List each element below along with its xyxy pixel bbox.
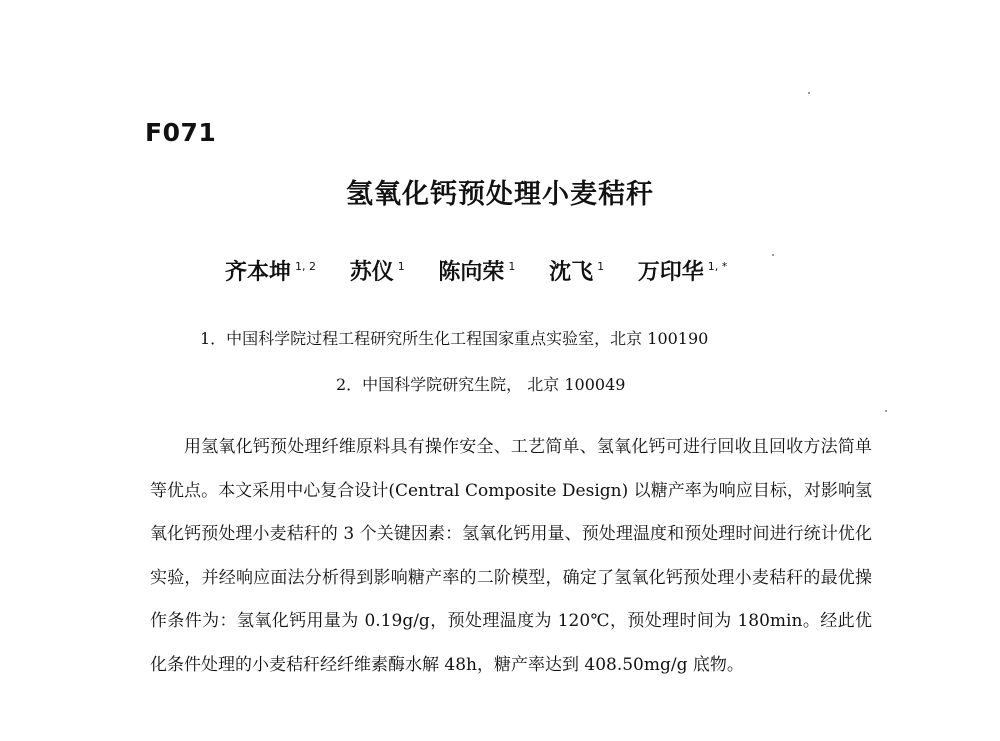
author [225, 255, 316, 286]
author-affiliation-mark: 1 [597, 260, 605, 273]
author-affiliation-mark: 1 [397, 260, 405, 273]
affiliation-2: 2．中国科学院研究生院， 北京 100049 [336, 375, 626, 394]
author-affiliation-mark: 1 [508, 260, 516, 273]
author-name: 沈飞 [549, 260, 594, 285]
author [350, 255, 405, 286]
scan-speck [885, 410, 887, 412]
author-name: 苏仪 [349, 260, 394, 285]
author-affiliation-mark: 1, 2 [295, 260, 317, 273]
paper-code: F071 [145, 118, 217, 147]
author-name: 陈向荣 [438, 260, 505, 285]
affiliation-1: 1．中国科学院过程工程研究所生化工程国家重点实验室，北京 100190 [200, 329, 709, 348]
author [438, 255, 515, 286]
paper-title: 氢氧化钙预处理小麦秸秆 [346, 179, 654, 210]
abstract-paragraph: 用氢氧化钙预处理纤维原料具有操作安全、工艺简单、氢氧化钙可进行回收且回收方法简单等优点。本文采用中心复合设计(Central Composite Design) 以糖产率为响应目标，对影响氢氧化钙预处理小麦秸秆的 3 个关键因素：氢氧化钙用量、预处理温度和预处理时间进行统计优化实验，并经响应面法分析得到影响糖产率的二阶模型，确定了氢氧化钙预处理小麦秸秆的最优操作条件为：氢氧化钙用量为 0.19g/g，预处理温度为 120℃，预处理时间为 180min。经此优化条件处理的小麦秸秆经纤维素酶水解 48h，糖产率达到 408.50mg/g 底物。 [150, 437, 872, 675]
scan-speck [808, 92, 810, 94]
author-list [225, 255, 753, 286]
author [638, 255, 728, 286]
author-name: 万印华 [637, 260, 704, 285]
author [549, 255, 604, 286]
scan-speck [772, 254, 774, 256]
author-name: 齐本坤 [225, 260, 292, 285]
author-affiliation-mark: 1, * [707, 260, 728, 273]
